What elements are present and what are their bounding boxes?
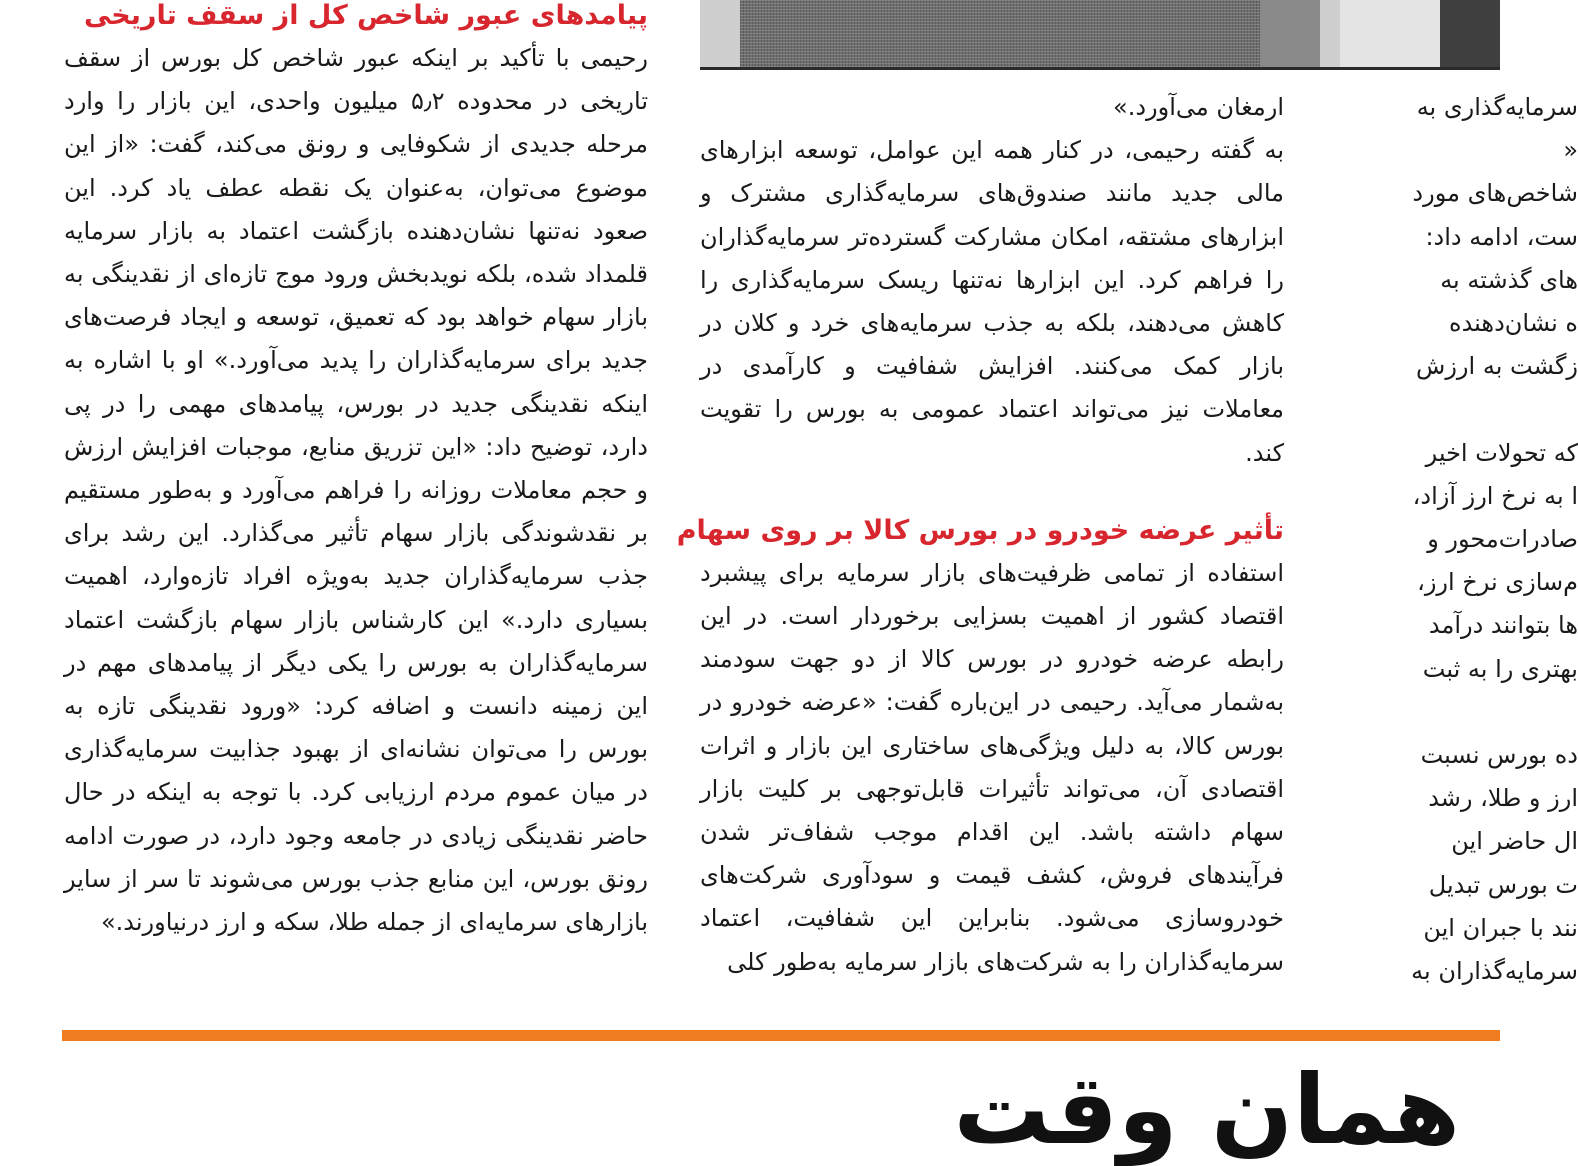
right-line: سرمایه‌گذاری به — [1416, 93, 1578, 121]
right-line: ا به نرخ ارز آزاد، — [1412, 481, 1578, 510]
right-line: سرمایه‌گذاران به — [1411, 957, 1578, 986]
right-line: ال حاضر این — [1451, 827, 1578, 856]
left-section-heading: پیامدهای عبور شاخص کل از سقف تاریخی — [83, 0, 648, 31]
right-line — [1338, 388, 1578, 431]
middle-body-paragraph-3: استفاده از تمامی ظرفیت‌های بازار سرمایه برای پیشبرد اقتصاد کشور از اهمیت بسزایی برخوردار است. در این رابطه عرضه خودرو در بورس کالا از دو جهت سودمند به‌شمار می‌آید. رحیمی در این‌باره گفت: «عرضه خودرو در بورس کالا، به دلیل ویژگی‌های ساختاری این بازار و اثرات اقتصادی آن، می‌تواند تأثیرات قابل‌توجهی بر کلیت بازار سهام داشته باشد. این اقدام موجب شفاف‌تر شدن فرآیندهای فروش، کشف قیمت و سودآوری شرکت‌های خودروسازی می‌شود. بنابراین این شفافیت، اعتماد سرمایه‌گذاران را به شرکت‌های بازار سرمایه به‌طور کلی — [700, 558, 1284, 976]
right-line: ‌های گذشته به — [1440, 265, 1578, 294]
right-line: که تحولات اخیر — [1425, 438, 1578, 467]
next-article-headline: همان وقت — [953, 1054, 1460, 1166]
photo-background-dark — [1440, 0, 1500, 67]
photo-coat-fabric — [740, 0, 1280, 67]
middle-body-paragraph-2: به گفته رحیمی، در کنار همه این عوامل، توسعه ابزارهای مالی جدید مانند صندوق‌های سرمایه‌گذاری مشترک و ابزارهای مشتقه، امکان مشارکت گسترده‌تر سرمایه‌گذاران را فراهم کرد. این ابزارها نه‌تنها ریسک سرمایه‌گذاری را کاهش می‌دهند، بلکه به جذب سرمایه‌های خرد و کلان در بازار کمک می‌کنند. افزایش شفافیت و کارآمدی در معاملات نیز می‌تواند اعتماد عمومی به بورس را تقویت کند. — [700, 136, 1284, 467]
right-line: ه نشان‌دهنده — [1449, 309, 1578, 338]
right-line: ست، ادامه داد: — [1425, 222, 1578, 251]
right-line: زگشت به ارزش — [1416, 352, 1578, 381]
right-line: شاخص‌های مورد — [1412, 179, 1578, 208]
right-line: نند با جبران این — [1423, 913, 1578, 942]
right-line: ده بورس نسبت — [1420, 741, 1578, 770]
right-column-lines — [1338, 86, 1578, 993]
middle-section-heading: تأثیر عرضه خودرو در بورس کالا بر روی سهام — [676, 514, 1284, 546]
left-column — [64, 0, 648, 1000]
photo-background-light — [1340, 0, 1440, 67]
left-body-paragraph: رحیمی با تأکید بر اینکه عبور شاخص کل بورس از سقف تاریخی در محدوده ۵٫۲ میلیون واحدی، این بازار را وارد مرحله جدیدی از شکوفایی و رونق می‌کند، گفت: «از این موضوع می‌توان، به‌عنوان یک نقطه عطف یاد کرد. این صعود نه‌تنها نشان‌دهنده بازگشت اعتماد به بازار سرمایه قلمداد شده، بلکه نویدبخش ورود موج تازه‌ای از نقدینگی به بازار سهام خواهد بود که تعمیق، توسعه و ایجاد فرصت‌های جدید برای سرمایه‌گذاران را پدید می‌آورد.» او با اشاره به اینکه نقدینگی جدید در بورس، پیامدهای مهمی را در پی دارد، توضیح داد: «این تزریق منابع، موجبات افزایش ارزش و حجم معاملات روزانه را فراهم می‌آورد و به‌طور مستقیم بر نقدشوندگی بازار سهام تأثیر می‌گذارد. این رشد برای جذب سرمایه‌گذاران جدید به‌ویژه افراد تازه‌وارد، اهمیت بسیاری دارد.» این کارشناس بازار سهام بازگشت اعتماد سرمایه‌گذاران به بورس را یکی دیگر از پیامدهای مهم در این زمینه دانست و اضافه کرد: «ورود نقدینگی تازه به بورس را می‌توان نشانه‌ای از بهبود جذابیت سرمایه‌گذاری در میان عموم مردم ارزیابی کرد. با توجه به اینکه در حال حاضر نقدینگی زیادی در جامعه وجود دارد، در صورت ادامه رونق بورس، این منابع جذب بورس می‌شوند تا سر از سایر بازارهای سرمایه‌ای از جمله طلا، سکه و ارز درنیاورند.» — [64, 44, 648, 937]
middle-column — [676, 86, 1284, 996]
right-line: ارز و طلا، رشد — [1428, 784, 1578, 813]
middle-body-paragraph-1: ارمغان می‌آورد.» — [1113, 93, 1284, 121]
photo-coat-edge — [1260, 0, 1320, 67]
right-line: بهتری را به ثبت — [1422, 654, 1578, 683]
article-photo — [700, 0, 1500, 70]
right-line: ها بتوانند درآمد — [1428, 611, 1578, 640]
right-line: « — [1563, 136, 1578, 165]
right-clipped-column — [1338, 86, 1578, 996]
right-line — [1338, 691, 1578, 734]
right-line: صادرات‌محور و — [1427, 525, 1578, 554]
right-line: ت بورس تبدیل — [1428, 870, 1578, 899]
right-line: م‌سازی نرخ ارز، — [1417, 568, 1578, 597]
section-divider-rule — [62, 1030, 1500, 1041]
